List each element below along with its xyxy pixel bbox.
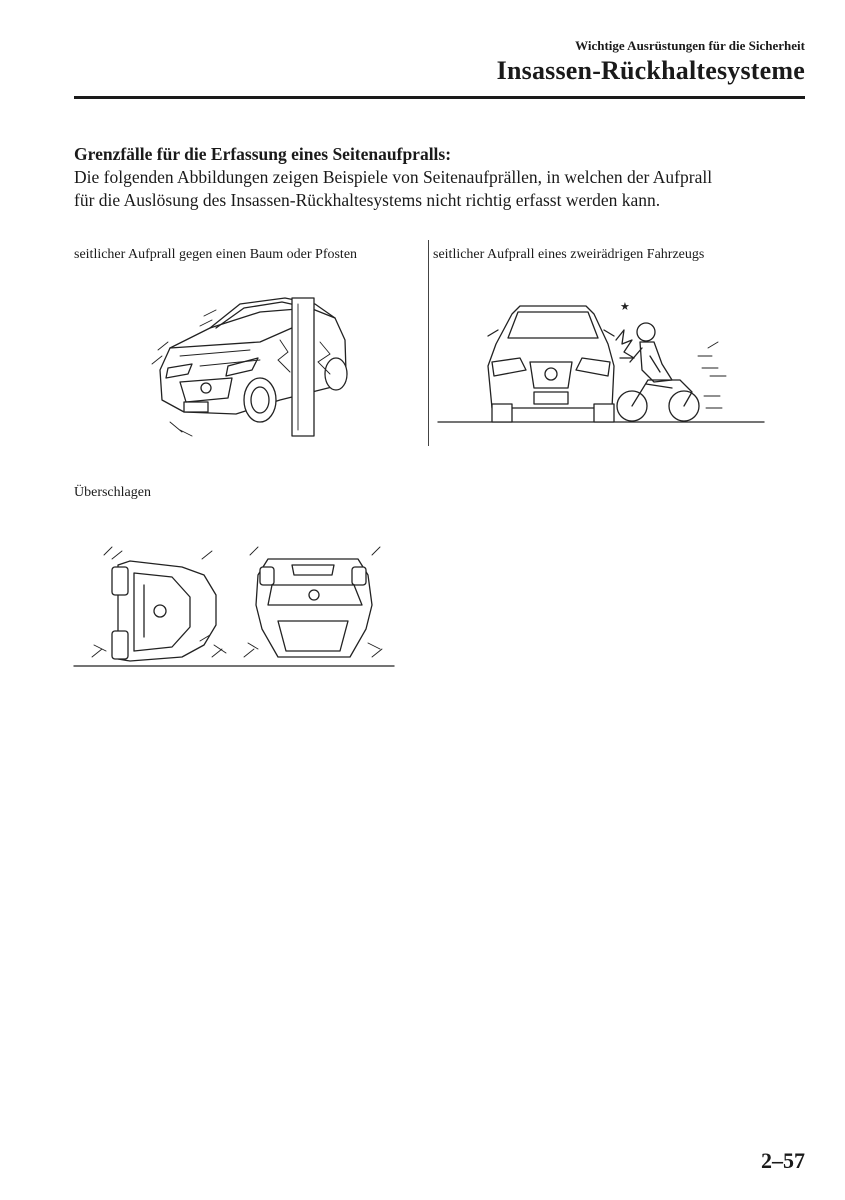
section-body-line-1: Die folgenden Abbildungen zeigen Beispiele von Seitenaufprällen, in welchen der Aufprall [74,167,713,187]
rollover-caption: Überschlagen [74,485,151,500]
pole-impact-illustration [140,290,365,440]
svg-text:★: ★ [620,300,630,313]
bike-impact-caption: seitlicher Aufprall eines zweirädrigen Fahrzeugs [433,247,705,262]
tree-impact-caption: seitlicher Aufprall gegen einen Baum oder Pfosten [74,247,358,262]
rollover-illustration [72,545,397,670]
chapter-label: Wichtige Ausrüstungen für die Sicherheit [575,38,805,53]
page-title: Insassen-Rückhaltesysteme [496,56,805,85]
motorcycle-impact-illustration [436,296,766,428]
header-rule [74,96,805,99]
figure-divider [428,240,429,446]
section-heading: Grenzfälle für die Erfassung eines Seitenaufpralls: [74,144,452,164]
section-text [74,143,804,212]
page-number: 2–57 [761,1148,805,1173]
section-body-line-2: für die Auslösung des Insassen-Rückhaltesystems nicht richtig erfasst werden kann. [74,190,661,210]
